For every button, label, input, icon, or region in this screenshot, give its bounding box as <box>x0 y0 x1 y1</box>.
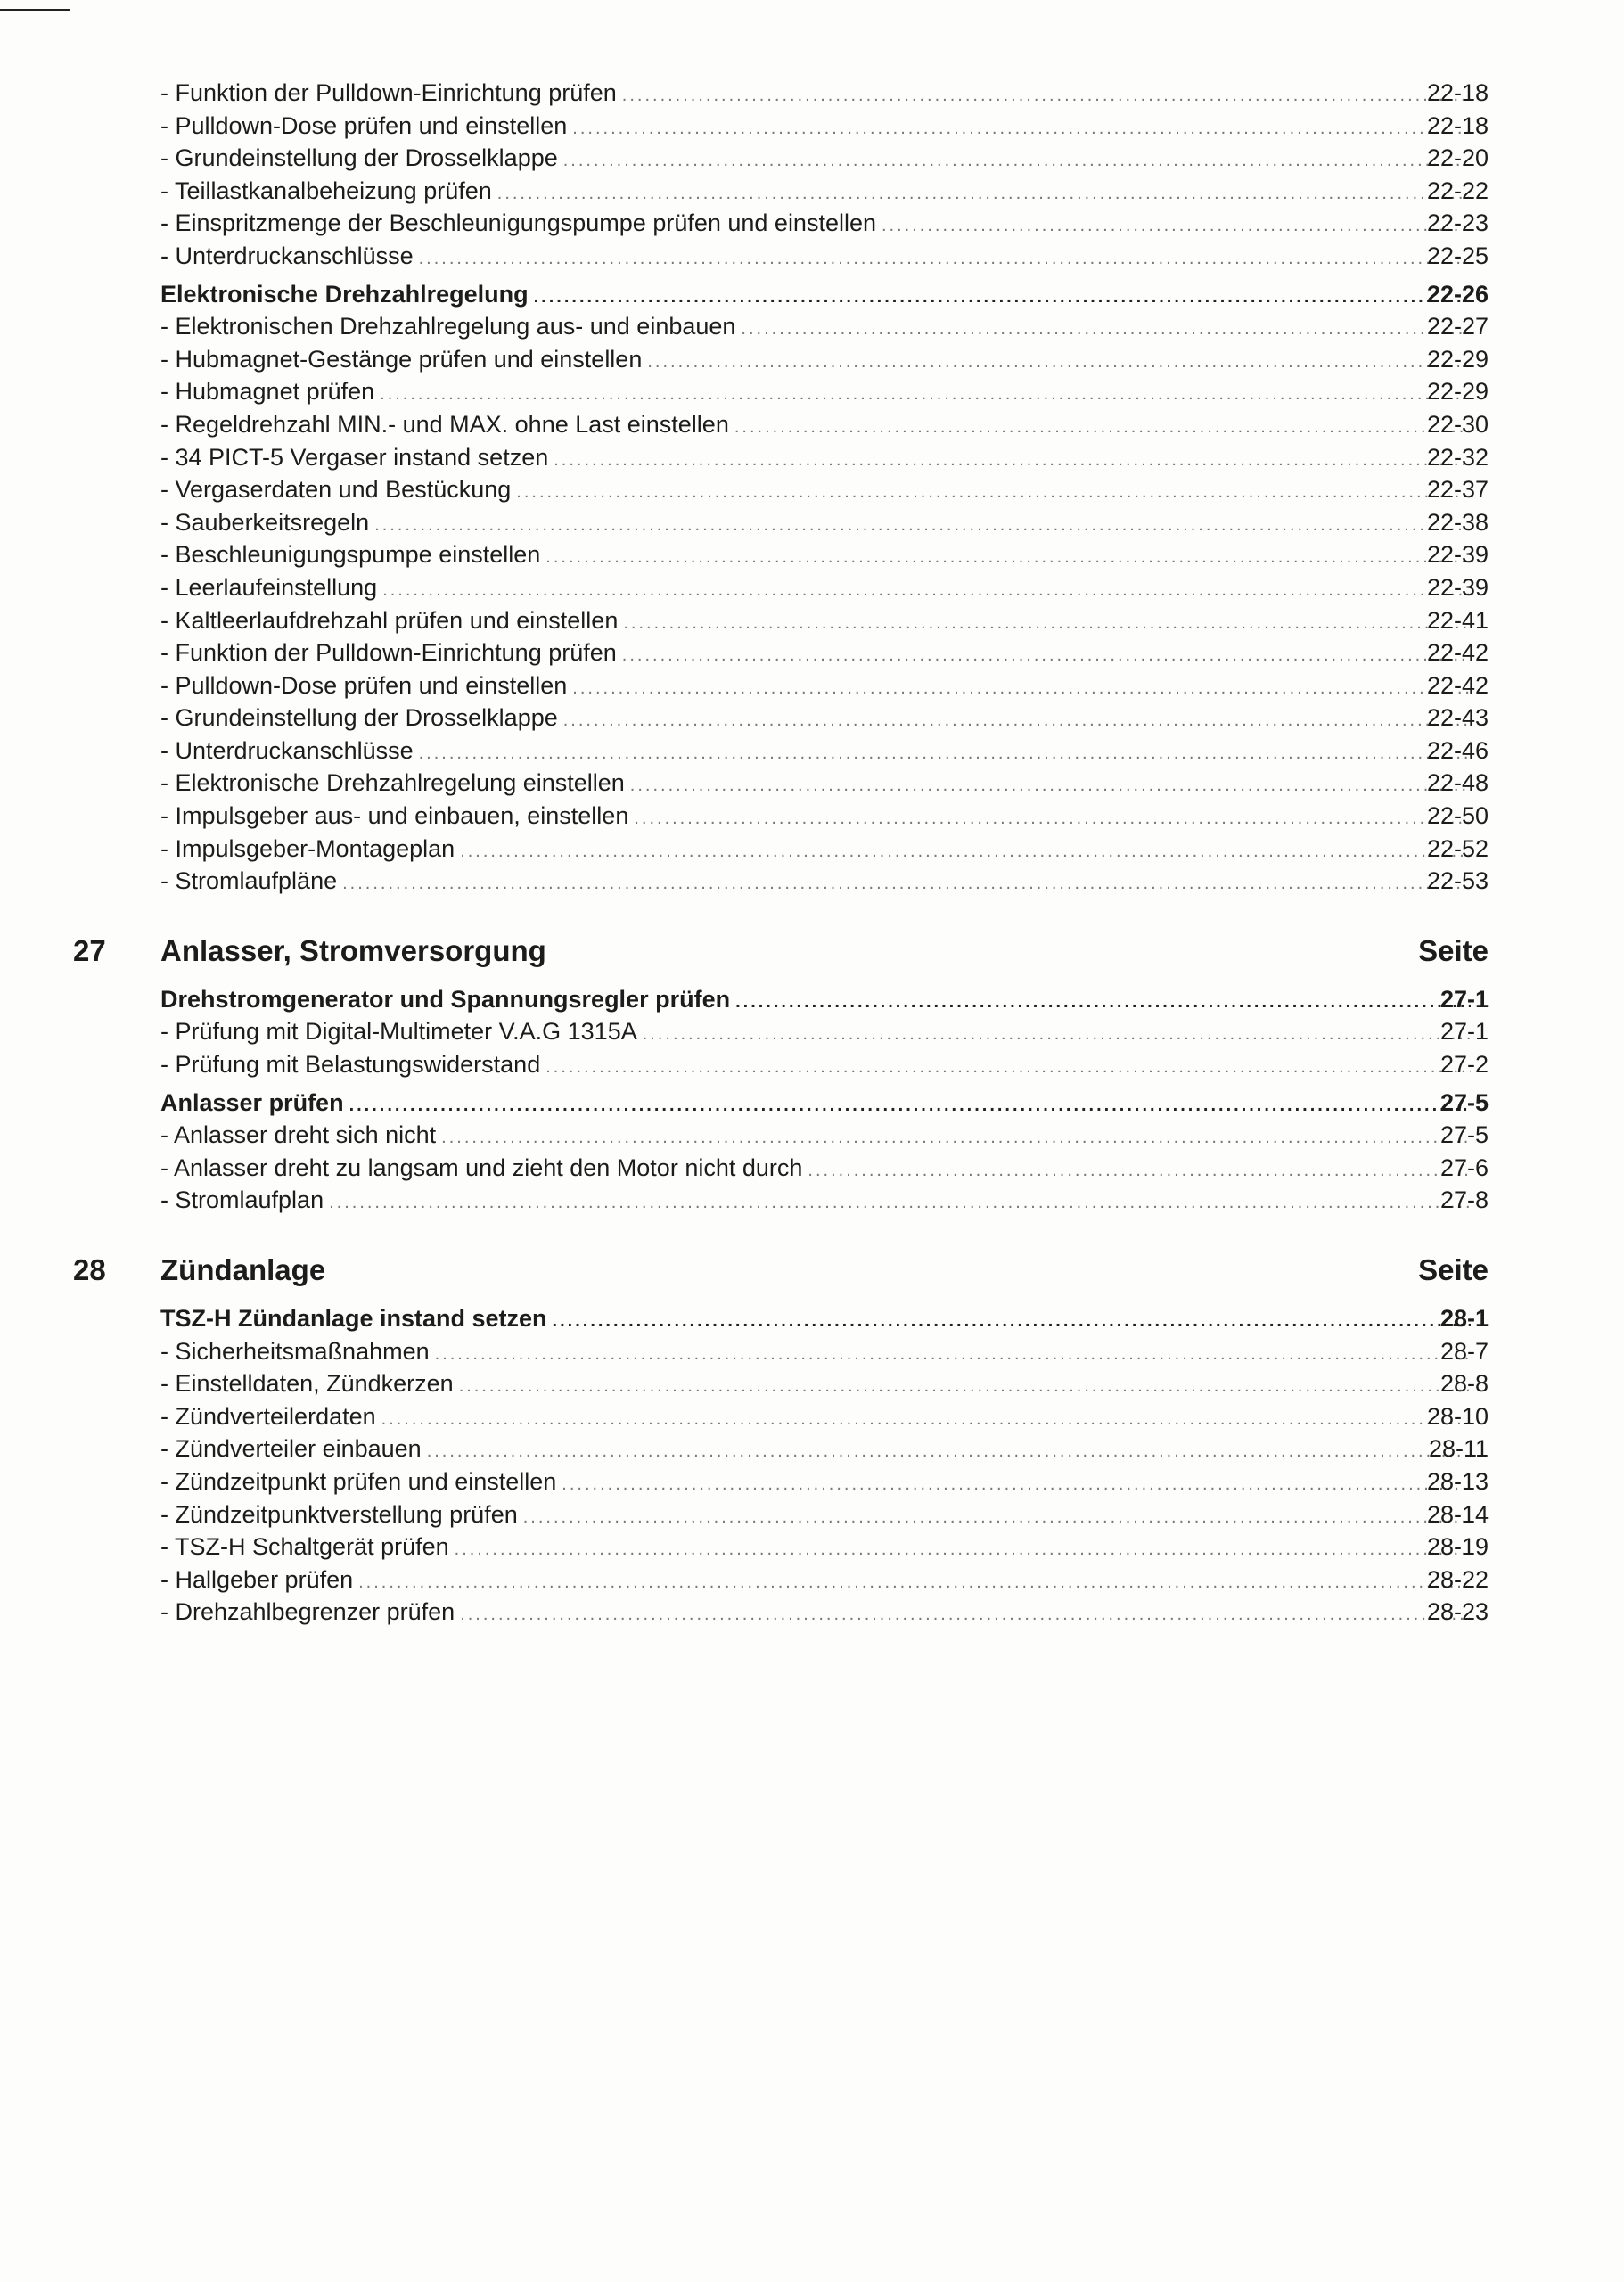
toc-entry-label: - Stromlaufplan <box>160 1186 324 1214</box>
dot-leader <box>623 607 1471 640</box>
chapter-number: 28 <box>73 1253 106 1286</box>
dot-leader <box>460 1598 1471 1631</box>
toc-entry-label: - Pulldown-Dose prüfen und einstellen <box>160 671 568 699</box>
toc-entry <box>0 1367 1624 1400</box>
toc-entry <box>0 571 1624 604</box>
toc-entry <box>0 1184 1624 1217</box>
toc-entry <box>0 77 1624 110</box>
toc-page-number: 22-53 <box>1426 867 1489 895</box>
toc-entry <box>0 604 1624 637</box>
dot-leader <box>622 639 1471 672</box>
dot-leader <box>382 574 1471 607</box>
toc-page-number: 27-2 <box>1439 1051 1489 1079</box>
toc-page-number: 22-42 <box>1426 639 1489 667</box>
dot-leader <box>523 1501 1471 1534</box>
dot-leader <box>497 177 1471 210</box>
toc-entry-label: - 34 PICT-5 Vergaser instand setzen <box>160 443 549 471</box>
dot-leader <box>358 1566 1471 1599</box>
toc-page-number: 22-32 <box>1426 443 1489 471</box>
toc-entry-label: - Stromlaufpläne <box>160 867 338 895</box>
toc-entry <box>0 735 1624 768</box>
toc-entry-label: - Unterdruckanschlüsse <box>160 736 414 764</box>
toc-entry-label: - Unterdruckanschlüsse <box>160 242 414 269</box>
toc-entry <box>0 1596 1624 1629</box>
toc-page-number: 22-38 <box>1426 508 1489 536</box>
toc-entry <box>0 767 1624 800</box>
dot-leader <box>882 209 1471 242</box>
toc-entry <box>0 1400 1624 1433</box>
toc-entry <box>0 1119 1624 1152</box>
dot-leader <box>427 1435 1471 1468</box>
toc-entry <box>0 833 1624 866</box>
toc-entry <box>0 343 1624 376</box>
dot-leader <box>329 1186 1471 1219</box>
toc-entry <box>0 310 1624 343</box>
toc-entry-label: - Anlasser dreht sich nicht <box>160 1121 437 1149</box>
dot-leader <box>460 835 1471 868</box>
dot-leader <box>634 802 1471 835</box>
toc-entry <box>0 865 1624 898</box>
toc-page-number: 28-22 <box>1426 1565 1489 1593</box>
toc-group-heading <box>0 278 1624 311</box>
chapter-heading <box>0 924 1624 978</box>
toc-page-number: 28-19 <box>1426 1533 1489 1561</box>
toc-entry-label: - Hubmagnet prüfen <box>160 378 375 406</box>
toc-entry-label: - Zündverteiler einbauen <box>160 1435 422 1463</box>
toc-page-number: 22-18 <box>1426 79 1489 106</box>
toc-page-number: 22-29 <box>1426 378 1489 406</box>
toc-page-number: 22-46 <box>1426 736 1489 764</box>
toc-page-number: 22-37 <box>1426 476 1489 504</box>
toc-entry <box>0 240 1624 273</box>
toc-page-number: 22-42 <box>1426 671 1489 699</box>
dot-leader <box>441 1121 1471 1154</box>
toc-entry <box>0 441 1624 474</box>
dot-leader <box>459 1370 1471 1403</box>
toc-entry <box>0 1531 1624 1564</box>
dot-leader <box>516 476 1471 509</box>
toc-page-number: 28-14 <box>1426 1500 1489 1528</box>
toc-page-number: 27-6 <box>1439 1153 1489 1181</box>
toc-entry-label: - Anlasser dreht zu langsam und zieht den Motor nicht durch <box>160 1153 803 1181</box>
toc-page-number: 22-20 <box>1426 144 1489 172</box>
toc-entry-label: - Funktion der Pulldown-Einrichtung prüfen <box>160 639 617 667</box>
toc-entry-label: - Grundeinstellung der Drosselklappe <box>160 704 558 732</box>
toc-entry <box>0 800 1624 833</box>
dot-leader <box>808 1154 1471 1187</box>
toc-page-number: 28-23 <box>1426 1598 1489 1626</box>
dot-leader <box>647 346 1471 379</box>
chapter-title: Anlasser, Stromversorgung <box>160 933 546 967</box>
toc-entry <box>0 1015 1624 1048</box>
dot-leader <box>630 769 1471 802</box>
toc-page-number: 22-22 <box>1426 176 1489 204</box>
toc-entry-label: - Prüfung mit Belastungswiderstand <box>160 1051 541 1079</box>
toc-entry <box>0 538 1624 571</box>
toc-entry-label: - Drehzahlbegrenzer prüfen <box>160 1598 455 1626</box>
toc-page-number: 22-27 <box>1426 313 1489 341</box>
dot-leader <box>554 444 1471 477</box>
toc-page-number: 27-5 <box>1439 1088 1489 1116</box>
toc-page-number: 22-39 <box>1426 573 1489 601</box>
dot-leader <box>435 1338 1471 1371</box>
toc-page-number: 28-7 <box>1439 1337 1489 1365</box>
toc-page-number: 22-18 <box>1426 111 1489 139</box>
toc-page-number: 27-5 <box>1439 1121 1489 1149</box>
toc-entry-label: - TSZ-H Schaltgerät prüfen <box>160 1533 449 1561</box>
toc-entry-label: - Regeldrehzahl MIN.- und MAX. ohne Last einstellen <box>160 410 729 438</box>
dot-leader <box>734 411 1471 444</box>
toc-entry <box>0 1152 1624 1185</box>
toc-entry-label: - Zündzeitpunkt prüfen und einstellen <box>160 1467 557 1495</box>
chapter-seite-label: Seite <box>1418 1253 1489 1286</box>
dot-leader <box>562 1468 1471 1501</box>
toc-entry <box>0 1498 1624 1531</box>
toc-entry <box>0 408 1624 441</box>
toc-entry-label: - Pulldown-Dose prüfen und einstellen <box>160 111 568 139</box>
toc-page-number: 22-43 <box>1426 704 1489 732</box>
dot-leader <box>572 112 1471 145</box>
toc-page-number: 22-50 <box>1426 802 1489 830</box>
toc-page-number: 22-52 <box>1426 834 1489 862</box>
toc-entry-label: - Kaltleerlaufdrehzahl prüfen und einstellen <box>160 606 619 634</box>
toc-entry-label: Anlasser prüfen <box>160 1088 344 1116</box>
toc-group-heading <box>0 983 1624 1016</box>
dot-leader <box>741 313 1471 346</box>
toc-entry-label: - Sicherheitsmaßnahmen <box>160 1337 430 1365</box>
toc-entry <box>0 669 1624 702</box>
toc-page-number: 28-1 <box>1439 1305 1489 1332</box>
toc-entry <box>0 1564 1624 1597</box>
toc-entry-label: - Grundeinstellung der Drosselklappe <box>160 144 558 172</box>
toc-entry-label: - Elektronische Drehzahlregelung einstellen <box>160 769 625 797</box>
toc-page-number: 27-1 <box>1439 985 1489 1013</box>
table-of-contents <box>0 77 1624 1629</box>
toc-page-number: 22-29 <box>1426 345 1489 373</box>
toc-page-number: 28-8 <box>1439 1370 1489 1398</box>
toc-entry-label: TSZ-H Zündanlage instand setzen <box>160 1305 547 1332</box>
toc-entry <box>0 110 1624 143</box>
toc-entry <box>0 1048 1624 1081</box>
toc-page-number: 22-48 <box>1426 769 1489 797</box>
toc-entry-label: - Einspritzmenge der Beschleunigungspumpe prüfen und einstellen <box>160 209 876 237</box>
toc-entry-label: - Beschleunigungspumpe einstellen <box>160 541 541 569</box>
toc-entry-label: Elektronische Drehzahlregelung <box>160 280 529 308</box>
toc-entry <box>0 175 1624 208</box>
toc-entry <box>0 1432 1624 1465</box>
chapter-heading <box>0 1244 1624 1297</box>
dot-leader <box>735 986 1471 1019</box>
dot-leader <box>349 1089 1471 1122</box>
dot-leader <box>419 242 1471 275</box>
chapter-title: Zündanlage <box>160 1253 326 1286</box>
toc-entry <box>0 375 1624 408</box>
dot-leader <box>622 79 1471 112</box>
toc-entry-label: - Impulsgeber aus- und einbauen, einstellen <box>160 802 629 830</box>
dot-leader <box>563 704 1471 737</box>
dot-leader <box>545 541 1471 574</box>
toc-entry <box>0 473 1624 506</box>
toc-entry-label: - Zündverteilerdaten <box>160 1402 376 1430</box>
toc-page-number: 22-25 <box>1426 242 1489 269</box>
toc-entry-label: - Teillastkanalbeheizung prüfen <box>160 176 492 204</box>
dot-leader <box>374 509 1471 542</box>
toc-group-heading <box>0 1302 1624 1335</box>
toc-page-number: 28-13 <box>1426 1467 1489 1495</box>
toc-page-number: 22-39 <box>1426 541 1489 569</box>
toc-page-number: 28-11 <box>1428 1435 1489 1463</box>
toc-group-heading <box>0 1087 1624 1120</box>
chapter-seite-label: Seite <box>1418 933 1489 967</box>
dot-leader <box>342 867 1471 900</box>
chapter-number: 27 <box>73 933 106 967</box>
toc-entry-label: - Prüfung mit Digital-Multimeter V.A.G 1315A <box>160 1018 637 1046</box>
toc-entry <box>0 1465 1624 1498</box>
toc-page-number: 22-26 <box>1426 280 1489 308</box>
dot-leader <box>380 378 1471 411</box>
toc-page-number: 28-10 <box>1426 1402 1489 1430</box>
toc-entry-label: - Zündzeitpunktverstellung prüfen <box>160 1500 518 1528</box>
dot-leader <box>563 144 1471 177</box>
dot-leader <box>534 281 1471 314</box>
toc-entry-label: - Funktion der Pulldown-Einrichtung prüfen <box>160 79 617 106</box>
dot-leader <box>545 1051 1471 1084</box>
toc-entry-label: Drehstromgenerator und Spannungsregler prüfen <box>160 985 731 1013</box>
dot-leader <box>572 672 1471 705</box>
toc-page-number: 22-30 <box>1426 410 1489 438</box>
toc-page-number: 22-41 <box>1426 606 1489 634</box>
toc-entry <box>0 636 1624 669</box>
toc-page-number: 22-23 <box>1426 209 1489 237</box>
dot-leader <box>553 1305 1471 1338</box>
toc-entry-label: - Vergaserdaten und Bestückung <box>160 476 512 504</box>
toc-entry-label: - Elektronischen Drehzahlregelung aus- und einbauen <box>160 313 736 341</box>
toc-entry <box>0 1335 1624 1368</box>
toc-entry <box>0 142 1624 175</box>
toc-page-number: 27-8 <box>1439 1186 1489 1214</box>
toc-entry <box>0 207 1624 240</box>
dot-leader <box>455 1533 1471 1566</box>
toc-entry-label: - Hubmagnet-Gestänge prüfen und einstellen <box>160 345 643 373</box>
dot-leader <box>419 737 1471 770</box>
dot-leader <box>381 1403 1471 1436</box>
toc-entry-label: - Sauberkeitsregeln <box>160 508 370 536</box>
top-edge-rule <box>0 9 70 11</box>
toc-entry <box>0 506 1624 539</box>
toc-entry <box>0 702 1624 735</box>
toc-page-number: 27-1 <box>1439 1018 1489 1046</box>
toc-entry-label: - Einstelldaten, Zündkerzen <box>160 1370 454 1398</box>
toc-entry-label: - Leerlaufeinstellung <box>160 573 378 601</box>
toc-entry-label: - Hallgeber prüfen <box>160 1565 354 1593</box>
toc-entry-label: - Impulsgeber-Montageplan <box>160 834 455 862</box>
dot-leader <box>643 1018 1471 1051</box>
